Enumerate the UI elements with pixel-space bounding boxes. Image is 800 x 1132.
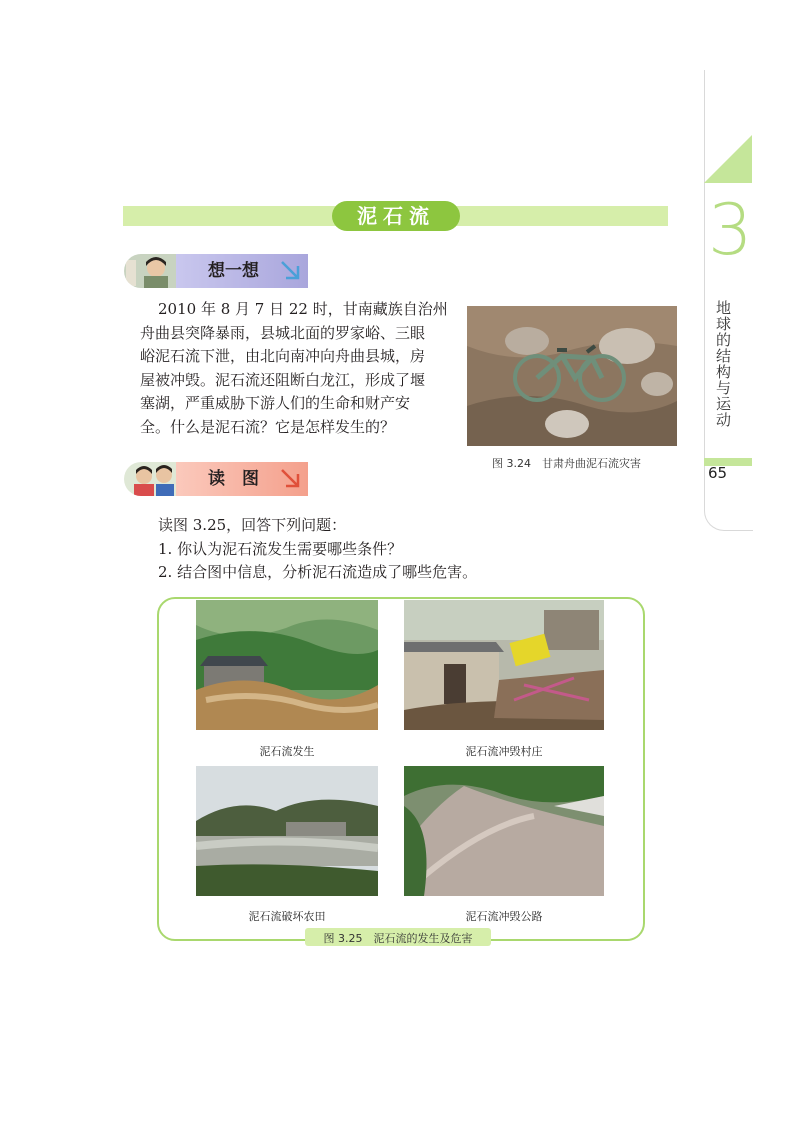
side-tab-corner [704,135,752,183]
students-avatar [124,462,180,496]
arrow-down-right-icon [280,260,302,282]
read-tag [124,462,308,496]
think-tag-label: 想一想 [208,261,259,281]
photo-caption: 泥石流冲毁公路 [465,910,543,923]
damaged-farmland-photo [196,766,378,896]
paragraph-line: 屋被冲毁。泥石流还阻断白龙江，形成了堰 [140,370,426,389]
chapter-number: 3 [708,189,753,271]
page-number: 65 [708,464,728,482]
arrow-down-right-icon [280,468,302,490]
destroyed-village-photo [404,600,604,730]
paragraph-line: 舟曲县突降暴雨，县城北面的罗家峪、三眼 [140,323,426,342]
figure-caption: 图 3.24 甘肃舟曲泥石流灾害 [492,457,641,470]
paragraph-line: 塞湖，严重威胁下游人们的生命和财产安 [140,394,411,412]
bicycle-mud-photo [467,306,677,446]
student-avatar [124,254,180,288]
section-title: 泥石流 [332,201,460,231]
photo-caption: 泥石流冲毁村庄 [465,745,543,758]
photo-caption: 泥石流破坏农田 [248,910,326,923]
paragraph-line: 峪泥石流下泄，由北向南冲向舟曲县城，房 [140,347,426,365]
think-paragraph [140,298,460,439]
paragraph-line: 2010 年 8 月 7 日 22 时，甘南藏族自治州 [158,300,448,318]
think-tag [124,254,308,288]
read-questions [158,514,658,585]
question-item: 2. 结合图中信息，分析泥石流造成了哪些危害。 [158,563,478,581]
read-intro: 读图 3.25，回答下列问题： [158,516,347,534]
figure-caption: 图 3.25 泥石流的发生及危害 [323,932,473,945]
photo-caption: 泥石流发生 [259,745,315,758]
destroyed-road-photo [404,766,604,896]
read-tag-label: 读 图 [208,469,259,489]
question-item: 1. 你认为泥石流发生需要哪些条件？ [158,539,403,558]
side-tab-bottom [704,500,753,531]
paragraph-line: 全。什么是泥石流？它是怎样发生的？ [140,417,396,436]
debris-flow-photo [196,600,378,730]
chapter-title: 地球的结构与运动 [714,300,732,428]
